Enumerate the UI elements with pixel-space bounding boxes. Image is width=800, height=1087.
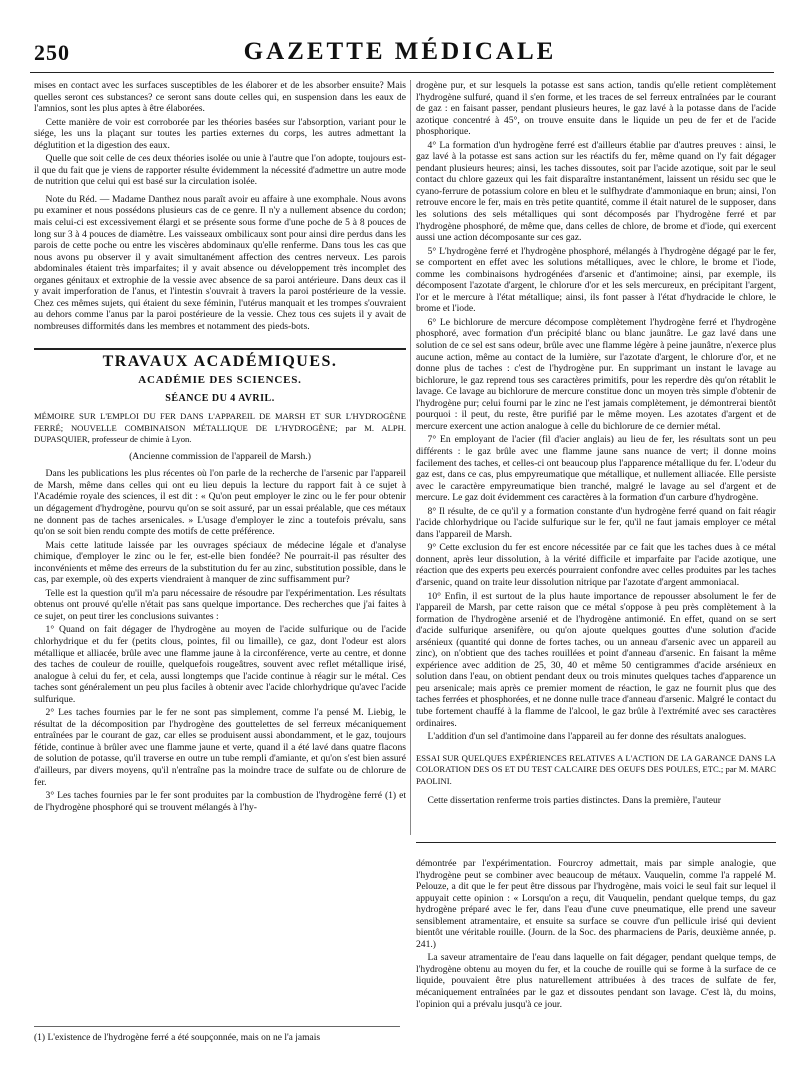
paragraph: 1° Quand on fait dégager de l'hydrogène au moyen de l'acide sulfurique ou de l'acide chlorhydrique et du fer (petits clous, pointes, fil ou limaille), ce gaz, dont l'odeur est alors métallique et alliacée, brûle avec une flamme jaune à la circonférence, verte au centre, et donne des taches de couleur de rouille, quelquefois rougeâtres, souvent avec reflet métallique irisé, analogue à celui du fer, et cela, aussi longtemps que l'acide continue à réagir sur le métal. Ces taches sont généralement un peu plus faciles à obtenir avec l'acide chlorhydrique qu'avec l'acide sulfurique. [34, 624, 406, 705]
academy-heading: ACADÉMIE DES SCIENCES. [138, 374, 302, 387]
journal-title: GAZETTE MÉDICALE [243, 38, 557, 65]
paragraph: 2° Les taches fournies par le fer ne sont pas simplement, comme l'a pensé M. Liebig, le résultat de la décomposition par l'hydrogène des gouttelettes de sel ferreux mécaniquement entraînées par le courant de gaz, car elles se produisent aussi abondamment, et le gaz, toujours fétide, continue à brûler avec une flamme jaune et verte, quand il a été lavé dans quatre flacons de solution de potasse, qu'il traverse en outre un tube rempli d'amiante, et qu'on s'est bien assuré d'ailleurs, par divers moyens, qu'il n'entraîne pas la moindre trace de sulfate ou de chlorure de fer. [34, 707, 406, 788]
right-column [416, 80, 776, 807]
bottom-right-text [416, 858, 776, 1010]
paragraph: 4° La formation d'un hydrogène ferré est d'ailleurs établie par d'autres preuves : ainsi, le gaz lavé à la potasse est sans action sur les réactifs du fer, même quand on l'y fait dégager pendant plusieurs heures; ainsi, les taches dissoutes, soit par l'acide azotique, soit par le seul contact du chlore gazeux qui les fait disparaître instantanément, laissent un résidu sec que le cyano-ferrure de potassium colore en bleu et le sulfhydrate d'ammoniaque en brun; ainsi, l'on retrouve encore le fer, mais en très petite quantité, comme il était naturel de le supposer, dans les solutions des sels métalliques qui sont décomposés par l'hydrogène ferré et par l'hydrogène phosphoré, de même que, dans celles de chlore, de brome et d'iode, qui exercent aussi une action décomposante sur ces gaz. [416, 139, 776, 244]
paragraph: 10° Enfin, il est surtout de la plus haute importance de repousser absolument le fer de l'appareil de Marsh, par cette raison que ce métal s'oppose à peu près complètement à la formation de l'hydrogène arsenié et de l'hydrogène antimonié. En effet, quand on se sert d'acide sulfurique arsenifère, ou qu'on ajoute quelques gouttes d'une solution d'acide arsénieux (quantité qui donne de fortes taches, ou un anneau d'arsenic avec un appareil au zinc), on n'obtient que des taches rouillées et point d'anneau d'arsenic. En faisant la même expérience avec addition de 25, 30, 40 et même 50 centigrammes d'acide arsénieux en solution dans l'eau, on obtient pendant deux ou trois minutes quelques taches d'apparence un peu arsenicale; mais après ce premier moment de réaction, le gaz ne fournit plus que des taches ferrées et phosphorées, et ne donne nulle trace d'anneau d'arsenic. Malgré le contact du tube fortement chauffé à la flamme de l'alcool, le gaz brûle à l'extrémité avec ses caractères ordinaires. [416, 590, 776, 729]
paragraph: Cette dissertation renferme trois parties distinctes. Dans la première, l'auteur [427, 795, 721, 807]
paragraph: 8° Il résulte, de ce qu'il y a formation constante d'un hydrogène ferré quand on fait réagir l'acide chlorhydrique ou l'acide sulfurique sur le fer, qu'il ne faut jamais employer ce métal dans l'appareil de Marsh. [416, 505, 776, 540]
paragraph: 9° Cette exclusion du fer est encore nécessitée par ce fait que les taches dues à ce métal donnent, après leur dissolution, à la vérité difficile et imparfaite par l'acide azotique, une réaction que des experts peu exercés pourraient confondre avec celles produites par les taches d'arsenic, quand on traite leur dissolution nitrique par l'azotate d'argent ammoniacal. [416, 542, 776, 588]
memoir-title: MÉMOIRE SUR L'EMPLOI DU FER DANS L'APPAREIL DE MARSH ET SUR L'HYDROGÈNE FERRÉ; NOUVELLE COMBINAISON MÉTALLIQUE DE L'HYDROGÈNE; par M. ALPH. DUPASQUIER, professeur de chimie à Lyon. [34, 411, 406, 445]
paragraph: 6° Le bichlorure de mercure décompose complètement l'hydrogène ferré et l'hydrogène phosphoré, avec formation d'un précipité blanc ou blanc jaunâtre. Le gaz lavé dans une solution de ce sel est sans odeur, brûle avec une flamme légère à peine jaunâtre, n'exerce plus aucune action, même au contact de la lumière, sur l'azotate d'argent, le chlorure d'or, et ne donne plus de taches : c'est de l'hydrogène pur. En supprimant un instant le lavage au bichlorure, le gaz reprend tous ses caractères primitifs, pour les reperdre dès qu'on rétablit le lavage. Ce lavage au bichlorure de mercure constitue donc un moyen très simple d'obtenir de l'hydrogène pur; celui fourni par le zinc ne l'est jamais complètement, je démontrerai bientôt pourquoi : il peut, du reste, être purifié par le même moyen. Les azotates d'argent et de mercure exercent une action analogue à celle du bichlorure de ce dernier métal. [416, 316, 776, 432]
paragraph: 5° L'hydrogène ferré et l'hydrogène phosphoré, mélangés à l'hydrogène dégagé par le fer, se comportent en effet avec les solutions métalliques, avec le chlore, le brome et l'iode, comme les combinaisons hydrogénées d'arsenic et d'antimoine; ainsi, par exemple, ils décomposent l'azotate d'argent, le chlorure d'or et les sels mercureux, en précipitant l'argent, l'or et le mercure à l'état métallique; ainsi, ils font passer à l'état d'hydracide le chlore, le brome et l'iode. [416, 245, 776, 315]
essay-title: ESSAI SUR QUELQUES EXPÉRIENCES RELATIVES A L'ACTION DE LA GARANCE DANS LA COLORATION DES OS ET DU TEST CALCAIRE DES OEUFS DES POULES, ETC.; par M. MARC PAOLINI. [416, 752, 776, 786]
commission-note: (Ancienne commission de l'appareil de Marsh.) [129, 450, 311, 462]
paragraph: Cette manière de voir est corroborée par les théories basées sur l'absorption, variant pour le siége, les uns la plaçant sur toutes les parties externes du corps, les autres admettant la déglutition et la digestion des eaux. [34, 116, 406, 151]
paragraph: démontrée par l'expérimentation. Fourcroy admettait, mais par simple analogie, que l'hydrogène peut se combiner avec beaucoup de métaux. Vauquelin, comme l'a rappelé M. Pelouze, a dit que le fer peut être dissous par l'hydrogène, mais voici le seul fait sur lequel il appuyait cette opinion : « Lorsqu'on a reçu, dit Vauquelin, pendant quelque temps, du gaz hydrogène préparé avec le fer, dans l'eau d'une cuve pneumatique, elle prend une saveur sensiblement atramentaire, et ensuite sa surface se couvre d'un pellicule irisé qui devient bientôt une véritable rouille. (Journ. de la Soc. des pharmaciens de Paris, deuxième année, p. 241.) [416, 858, 776, 950]
paragraph: L'addition d'un sel d'antimoine dans l'appareil au fer donne des résultats analogues. [427, 731, 747, 743]
page-number: 250 [34, 40, 70, 65]
header-rule [30, 72, 774, 73]
footnote-rule [34, 1026, 400, 1027]
paragraph: Telle est la question qu'il m'a paru nécessaire de résoudre par l'expérimentation. Les résultats obtenus ont prouvé qu'elle n'était pas sans quelque importance. Des recherches que j'ai faites à ce sujet, on peut tirer les conclusions suivantes : [34, 587, 406, 622]
paragraph: Quelle que soit celle de ces deux théories isolée ou unie à l'autre que l'on adopte, toujours est-il que du fait que je viens de rapporter résulte évidemment la nécessité d'admettre un autre mode de nutrition que celui qui est basé sur la circulation isolée. [34, 153, 406, 188]
left-column [34, 80, 406, 813]
paragraph: La saveur atramentaire de l'eau dans laquelle on fait dégager, pendant quelque temps, de l'hydrogène obtenu au moyen du fer, et la couche de rouille qui se forme à la surface de ce liquide, pouvaient être plus naturellement attribuées à des traces de sulfate de fer, mécaniquement entraînées par le gaz et dissoutes pendant son lavage. C'est là, du moins, l'opinion qui a prévalu jusqu'à ce jour. [416, 952, 776, 1010]
section-rule [34, 348, 406, 350]
paragraph: Dans les publications les plus récentes où l'on parle de la recherche de l'arsenic par l'appareil de Marsh, même dans celles qui ont eu lieu depuis la lecture du rapport fait à ce sujet à l'Académie royale des sciences, il est dit : « Qu'on peut employer le zinc ou le fer pour obtenir un dégagement d'hydrogène, pourvu qu'on se soit assuré, par un essai préalable, que ces métaux ne donnent pas de taches arsenicales. » L'usage d'employer le zinc a toutefois prévalu, sans qu'on se soit bien rendu compte des motifs de cette préférence. [34, 468, 406, 538]
column-separator [410, 80, 411, 835]
paragraph: mises en contact avec les surfaces susceptibles de les élaborer et de les absorber ensuite? Mais quelles seront ces substances? ce seront sans doute celles qui, en suspension dans les eaux de l'amnios, sont les plus aptes à être élaborées. [34, 80, 406, 115]
footnote: (1) L'existence de l'hydrogène ferré a été soupçonnée, mais on ne l'a jamais [34, 1033, 321, 1043]
section-title: TRAVAUX ACADÉMIQUES. [102, 353, 338, 371]
page-header [26, 38, 774, 68]
column-bottom-rule [416, 842, 776, 843]
paragraph: drogène pur, et sur lesquels la potasse est sans action, tandis qu'elle retient complètement l'hydrogène sulfuré, quand il s'en forme, et les traces de sel ferreux entraînées par le courant de gaz : en faisant passer, pendant plusieurs heures, le gaz lavé à la potasse dans de l'acide azotique concentré à 45°, on trouve ensuite dans le liquide un peu de fer et de l'acide phosphorique. [416, 80, 776, 138]
editor-note: Note du Réd. — Madame Danthez nous paraît avoir eu affaire à une exomphale. Nous avons pu examiner et nous possédons plusieurs cas de ce genre. Il n'y a nullement absence du cordon; mais celui-ci est excessivement élargi et se présente sous forme d'une poche de 5 à 8 pouces de long sur 3 à 4 pouces de diamètre. Les vaisseaux ombilicaux sont pour ainsi dire perdus dans les parois de cette poche ou entre les viscères abdominaux qu'elle renferme. Dans tous les cas que nous avons pu observer il y avait simultanément affection des centres nerveux. Les parois abdominales étaient très imparfaites; il y avait absence ou développement très incomplet des organes génitaux et extrophie de la vessie avec absence de sa paroi antérieure. Dans deux cas il y avait imperforation de l'anus, et l'intestin s'ouvrait à travers la paroi postérieure de la vessie. Chez ces mêmes sujets, qui étaient du sexe féminin, l'utérus manquait et les trompes s'ouvraient au dehors comme l'anus par la paroi postérieure de la vessie. Chez tous ces sujets il y avait de nombreuses difformités dans les membres et notamment des pieds-bots. [34, 193, 406, 332]
paragraph: 7° En employant de l'acier (fil d'acier anglais) au lieu de fer, les résultats sont un peu différents : le gaz brûle avec une flamme jaune sans nuance de vert; il donne moins facilement des taches, et celles-ci ont beaucoup plus l'apparence métallique du fer. L'odeur du gaz est, dans ce cas, plus empyreumatique que métallique, et nullement alliacée. Elle persiste avec le caractère empyreumatique bien tranché, malgré le lavage au sel d'argent et de mercure. Le gaz doit évidemment ces caractères à la formation d'un carbure d'hydrogène. [416, 434, 776, 504]
session-heading: SÉANCE DU 4 AVRIL. [165, 392, 275, 404]
paragraph: 3° Les taches fournies par le fer sont produites par la combustion de l'hydrogène ferré (1) et de l'hydrogène phosphoré qui se trouvent mélangés à l'hy- [34, 790, 406, 813]
paragraph: Mais cette latitude laissée par les ouvrages spéciaux de médecine légale et d'analyse chimique, d'employer le zinc ou le fer, est-elle bien fondée? Ne pourrait-il pas résulter des inconvénients et même des erreurs de la substitution du fer au zinc, substitution possible, dans le cas, par exemple, où des experts viendraient à manquer de zinc suffisamment pur? [34, 539, 406, 586]
